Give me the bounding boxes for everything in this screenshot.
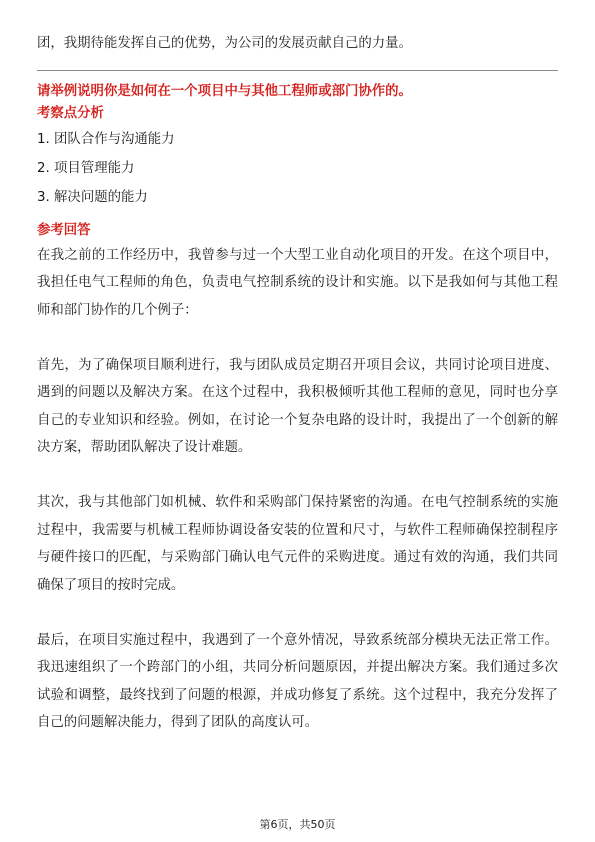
answer-title: 参考回答 <box>37 222 91 238</box>
analysis-point: 1. 团队合作与沟通能力 <box>37 131 175 147</box>
section-divider <box>37 70 558 71</box>
analysis-title: 考察点分析 <box>37 105 104 121</box>
analysis-point: 2. 项目管理能力 <box>37 160 135 176</box>
question-heading: 请举例说明你是如何在一个项目中与其他工程师或部门协作的。 <box>37 83 412 99</box>
answer-paragraph-3: 其次，我与其他部门如机械、软件和采购部门保持紧密的沟通。在电气控制系统的实施过程中，我需要与机械工程师协调设备安装的位置和尺寸，与软件工程师确保控制程序与硬件接口的匹配，与采购部门确认电气元件的采购进度。通过有效的沟通，我们共同确保了项目的按时完成。 <box>37 495 558 593</box>
paragraph-gap <box>37 324 558 352</box>
answer-paragraph-2: 首先，为了确保项目顺利进行，我与团队成员定期召开项目会议，共同讨论项目进度、遇到的问题以及解决方案。在这个过程中，我积极倾听其他工程师的意见，同时也分享自己的专业知识和经验。例如，在讨论一个复杂电路的设计时，我提出了一个创新的解决方案，帮助团队解决了设计难题。 <box>37 357 558 455</box>
page-number-footer: 第6页，共50页 <box>259 818 336 831</box>
paragraph-gap <box>37 462 558 490</box>
analysis-points <box>37 125 558 212</box>
answer-paragraph-1: 在我之前的工作经历中，我曾参与过一个大型工业自动化项目的开发。在这个项目中，我担任电气工程师的角色，负责电气控制系统的设计和实施。以下是我如何与其他工程师和部门协作的几个例子： <box>37 247 558 318</box>
intro-paragraph-tail: 团，我期待能发挥自己的优势，为公司的发展贡献自己的力量。 <box>37 36 412 51</box>
paragraph-gap <box>37 599 558 627</box>
answer-paragraph-4: 最后，在项目实施过程中，我遇到了一个意外情况，导致系统部分模块无法正常工作。我迅速组织了一个跨部门的小组，共同分析问题原因，并提出解决方案。我们通过多次试验和调整，最终找到了问题的根源，并成功修复了系统。这个过程中，我充分发挥了自己的问题解决能力，得到了团队的高度认可。 <box>37 632 558 730</box>
page-content <box>37 30 558 737</box>
analysis-point: 3. 解决问题的能力 <box>37 189 148 205</box>
